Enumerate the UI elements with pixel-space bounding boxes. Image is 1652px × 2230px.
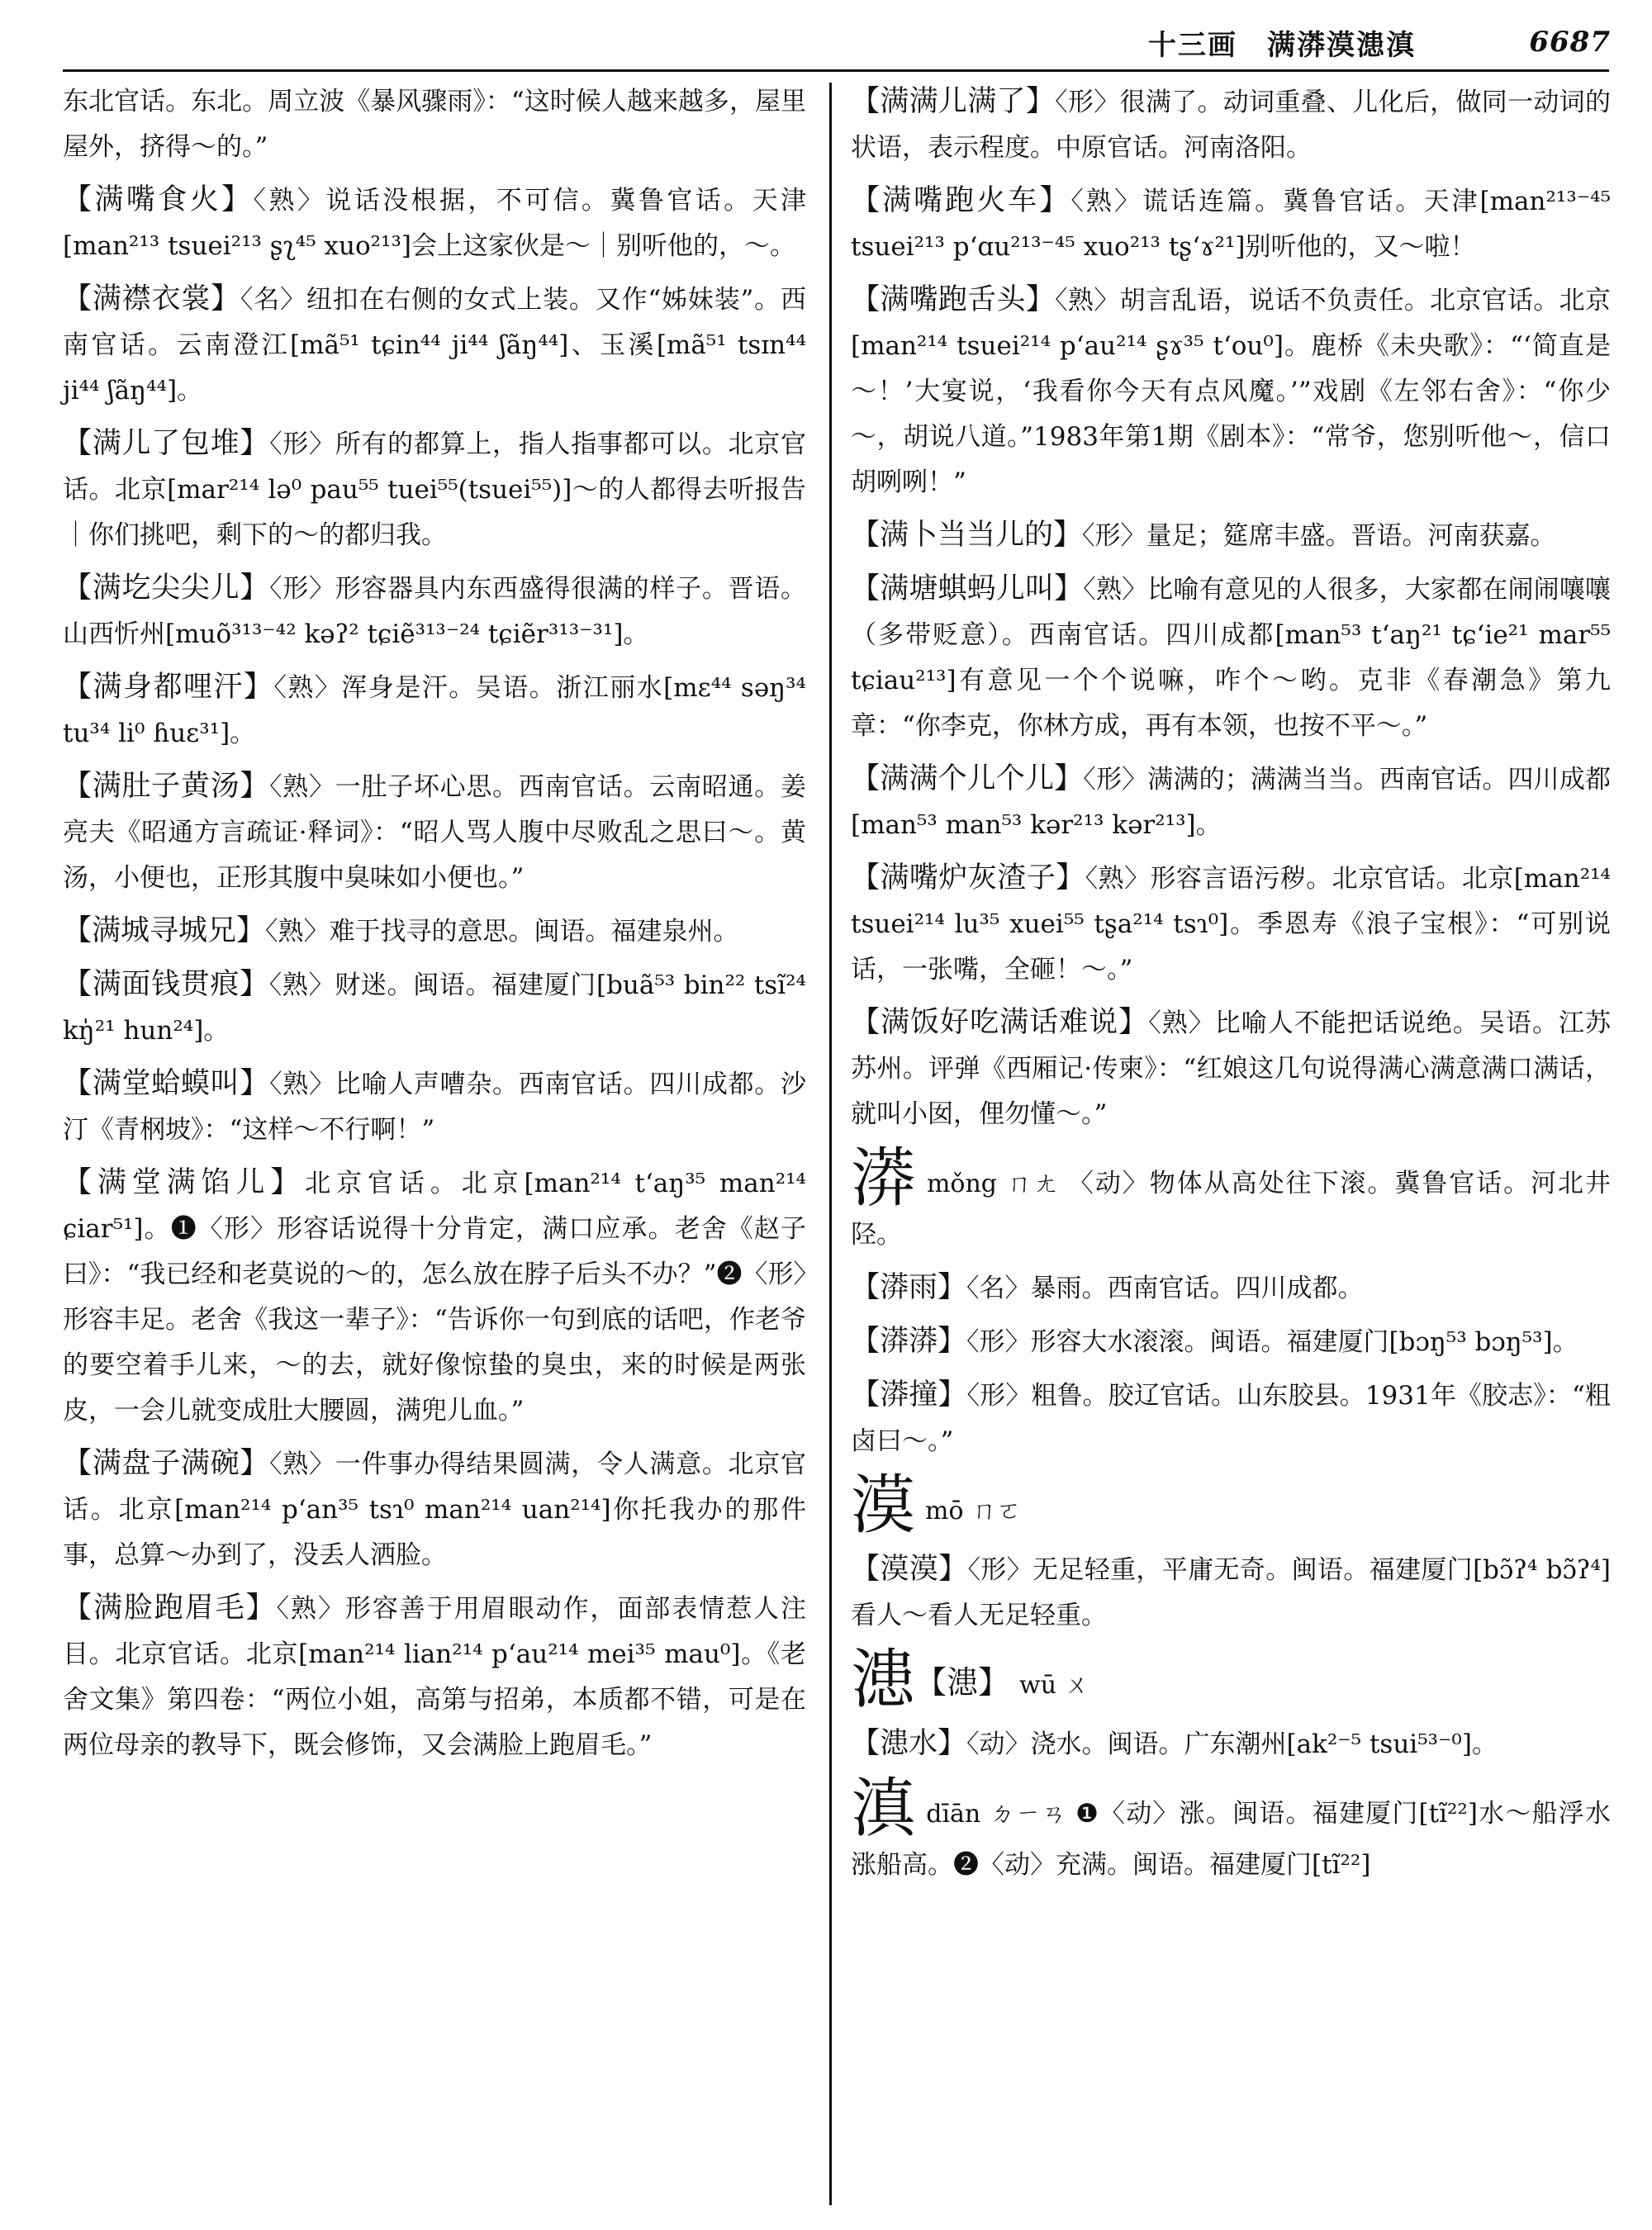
entry-headword: 【漭撞】 — [851, 1378, 967, 1412]
entry-headword: 【满脸跑眉毛】 — [63, 1592, 277, 1625]
zhuyin: ㄇㄛ — [971, 1497, 1022, 1525]
left-column — [63, 79, 806, 1776]
definition: 〈动〉物体从高处往下滚。冀鲁官话。河北井陉。 — [851, 1169, 1612, 1250]
dictionary-entry — [63, 277, 806, 414]
dictionary-entry — [63, 421, 806, 558]
definition: 〈熟〉财迷。闽语。福建厦门[buã⁵³ bin²² tsĩ²⁴ kŋ̍²¹ hun²⁴]。 — [63, 970, 806, 1046]
pinyin: mō — [925, 1497, 964, 1525]
entry-headword: 【满嘴炉灰渣子】 — [851, 861, 1085, 894]
zhuyin: ㄇㄤ — [1005, 1170, 1060, 1198]
entry-headword: 【满面钱贯痕】 — [63, 968, 269, 1001]
dictionary-entry — [851, 178, 1611, 270]
definition: 〈动〉浇水。闽语。广东潮州[ak²⁻⁵ tsui⁵³⁻⁰]。 — [966, 1729, 1498, 1759]
definition: 〈熟〉比喻人不能把话说绝。吴语。江苏苏州。评弹《西厢记·传柬》：“红娘这几句说得满心满意满口满话，就叫小囡，俚勿懂～。” — [851, 1008, 1611, 1129]
entry-headword: 【满嘴食火】 — [63, 183, 254, 216]
dictionary-entry — [63, 909, 806, 955]
definition: 〈熟〉形容善于用眉眼动作，面部表情惹人注目。北京官话。北京[man²¹⁴ lian²¹⁴ pʻau²¹⁴ mei³⁵ mau⁰]。《老舍文集》第四卷：“两位小姐，高第与招弟，本质都不错，可是在两位母亲的教导下，既会修饰，又会满脸上跑眉毛。” — [63, 1594, 806, 1760]
entry-headword: 【满塘蜞蚂儿叫】 — [851, 572, 1084, 605]
entry-headword: 【满嘴跑火车】 — [851, 184, 1071, 217]
definition: 〈熟〉一肚子坏心思。西南官话。云南昭通。姜亮夫《昭通方言疏证·释词》：“昭人骂人腹中尽败乱之思曰～。黄汤，小便也，正形其腹中臭味如小便也。” — [63, 772, 806, 893]
definition: 〈熟〉形容言语污秽。北京官话。北京[man²¹⁴ tsuei²¹⁴ lu³⁵ xuei⁵⁵ tʂa²¹⁴ tsɿ⁰]。季恩寿《浪子宝根》：“可别说话，一张嘴，全砸！～。” — [851, 864, 1611, 985]
entry-headword: 【满饭好吃满话难说】 — [851, 1006, 1149, 1039]
head-character: 漠 — [851, 1468, 916, 1543]
page-header-title: 十三画 满漭漠漶滇 — [1148, 28, 1416, 62]
definition: 〈形〉所有的都算上，指人指事都可以。北京官话。北京[mar²¹⁴ lə⁰ pau⁵⁵ tuei⁵⁵(tsuei⁵⁵)]～的人都得去听报告｜你们挑吧，剩下的～的都归我。 — [63, 429, 806, 550]
dictionary-entry — [63, 1061, 806, 1153]
entry-headword: 【满满儿满了】 — [851, 85, 1056, 118]
definition: 〈形〉形容器具内东西盛得很满的样子。晋语。山西忻州[muõ³¹³⁻⁴² kəʔ² tɕiẽ³¹³⁻²⁴ tɕiẽr³¹³⁻³¹]。 — [63, 574, 806, 649]
dictionary-entry — [851, 278, 1611, 505]
entry-headword: 【满襟衣裳】 — [63, 282, 240, 316]
entry-headword: 【满儿了包堆】 — [63, 427, 270, 460]
entry-headword: 【漭漭】 — [851, 1325, 967, 1358]
definition: 〈形〉很满了。动词重叠、儿化后，做同一动词的状语，表示程度。中原官话。河南洛阳。 — [851, 88, 1611, 163]
entry-headword: 【满身都哩汗】 — [63, 671, 274, 704]
dictionary-entry — [851, 1000, 1611, 1137]
zhuyin: ㄨ — [1065, 1671, 1090, 1700]
definition: 〈熟〉胡言乱语，说话不负责任。北京官话。北京[man²¹⁴ tsuei²¹⁴ pʻau²¹⁴ ʂɤ³⁵ tʻou⁰]。鹿桥《未央歌》：“‘简直是～！’大宴说，‘我看你今天有点风魔。’”戏剧《左邻右舍》：“你少～，胡说八道。”1983年第1期《剧本》：“常爷，您别听他～，信口胡咧咧！” — [851, 286, 1611, 497]
dictionary-entry — [851, 1373, 1611, 1464]
character-entry — [851, 1141, 1612, 1258]
dictionary-entry — [63, 764, 806, 901]
entry-headword: 【满肚子黄汤】 — [63, 770, 270, 803]
dictionary-entry — [851, 513, 1611, 559]
definition: 〈熟〉比喻人声嘈杂。西南官话。四川成都。沙汀《青㭎坡》：“这样～不行啊！” — [63, 1070, 806, 1145]
dictionary-entry — [63, 962, 806, 1054]
header-rule — [63, 69, 1609, 72]
head-character: 滇 — [851, 1772, 917, 1846]
head-character: 漭 — [851, 1141, 917, 1216]
dictionary-entry — [851, 79, 1611, 171]
definition: 〈形〉量足；筵席丰盛。晋语。河南获嘉。 — [1082, 521, 1556, 551]
entry-headword: 【漶水】 — [851, 1727, 967, 1760]
dictionary-entry — [63, 1586, 806, 1768]
entry-headword: 【漭雨】 — [851, 1271, 967, 1304]
right-column — [851, 79, 1611, 1896]
dictionary-entry — [851, 1265, 1611, 1312]
dictionary-entry — [63, 665, 806, 757]
dictionary-entry — [63, 1441, 806, 1578]
definition: 〈熟〉说话没根据，不可信。冀鲁官话。天津[man²¹³ tsuei²¹³ ʂʅ⁴⁵ xuo²¹³]会上这家伙是～｜别听他的，～。 — [63, 186, 806, 261]
character-entry — [851, 1468, 1611, 1543]
entry-headword: 【满堂满馅儿】 — [63, 1166, 306, 1199]
pinyin: dīān — [926, 1800, 981, 1829]
column-divider — [829, 83, 832, 2205]
pinyin: wū — [1019, 1671, 1057, 1700]
definition: 〈形〉满满的；满满当当。西南官话。四川成都[man⁵³ man⁵³ kər²¹³ kər²¹³]。 — [851, 765, 1611, 840]
definition: 〈形〉粗鲁。胶辽官话。山东胶县。1931年《胶志》：“粗卤曰～。” — [851, 1381, 1611, 1456]
entry-headword: 【满堂蛤蟆叫】 — [63, 1067, 270, 1100]
dictionary-entry — [851, 1547, 1611, 1639]
dictionary-entry — [63, 566, 806, 657]
character-entry — [851, 1772, 1611, 1888]
definition: 〈形〉无足轻重，平庸无奇。闽语。福建厦门[bɔ̃ʔ⁴ bɔ̃ʔ⁴]看人～看人无足轻重。 — [851, 1555, 1611, 1630]
definition: 东北官话。东北。周立波《暴风骤雨》：“这时候人越来越多，屋里屋外，挤得～的。” — [63, 87, 806, 162]
definition: 〈形〉形容大水滚滚。闽语。福建厦门[bɔŋ⁵³ bɔŋ⁵³]。 — [966, 1327, 1578, 1357]
alt-character: 【漶】 — [915, 1664, 1010, 1701]
definition: 〈熟〉谎话连篇。冀鲁官话。天津[man²¹³⁻⁴⁵ tsuei²¹³ pʻɑu²¹³⁻⁴⁵ xuo²¹³ tʂʻɤ²¹]别听他的，又～啦！ — [851, 187, 1611, 262]
definition: 〈熟〉比喻有意见的人很多，大家都在闹闹嚷嚷（多带贬意）。西南官话。四川成都[man⁵³ tʻaŋ²¹ tɕʻie²¹ mar⁵⁵ tɕiau²¹³]有意见一个个说嘛，咋个～哟。克非《春潮急》第九章：“你李克，你林方成，再有本领，也按不平～。” — [851, 575, 1611, 741]
dictionary-entry — [851, 1721, 1611, 1767]
zhuyin: ㄉㄧㄢ — [989, 1800, 1068, 1829]
dictionary-entry — [851, 1319, 1611, 1365]
definition: 〈熟〉难于找寻的意思。闽语。福建泉州。 — [265, 917, 739, 947]
pinyin: mǒng — [926, 1170, 998, 1198]
entry-headword: 【满圪尖尖儿】 — [63, 572, 270, 605]
definition: 〈熟〉一件事办得结果圆满，令人满意。北京官话。北京[man²¹⁴ pʻan³⁵ tsɿ⁰ man²¹⁴ uan²¹⁴]你托我办的那件事，总算～办到了，没丢人洒脸。 — [63, 1450, 806, 1570]
dictionary-entry — [851, 757, 1611, 848]
entry-headword: 【满满个儿个儿】 — [851, 762, 1084, 795]
definition: 〈名〉暴雨。西南官话。四川成都。 — [966, 1274, 1364, 1303]
dictionary-entry — [63, 178, 806, 269]
dictionary-entry — [851, 567, 1611, 749]
dictionary-entry — [63, 79, 806, 170]
definition: ❶〈动〉涨。闽语。福建厦门[tĩ²²]水～船浮水涨船高。❷〈动〉充满。闽语。福建厦门[tĩ²²] — [851, 1799, 1611, 1880]
dictionary-entry — [851, 856, 1611, 993]
character-entry — [851, 1643, 1611, 1717]
head-character: 漶 — [851, 1643, 916, 1717]
dictionary-entry — [63, 1160, 806, 1434]
definition: 〈熟〉浑身是汗。吴语。浙江丽水[mɛ⁴⁴ səŋ³⁴ tu³⁴ li⁰ ɦuɛ³¹]。 — [63, 673, 806, 748]
page-header — [1148, 23, 1611, 61]
entry-headword: 【漠漠】 — [851, 1553, 968, 1586]
entry-headword: 【满卜当当儿的】 — [851, 519, 1083, 552]
definition: 北京官话。北京[man²¹⁴ tʻaŋ³⁵ man²¹⁴ ɕiar⁵¹]。❶〈形〉形容话说得十分肯定，满口应承。老舍《赵子曰》：“我已经和老莫说的～的，怎么放在脖子后头不办？”❷〈形〉形容丰足。老舍《我这一辈子》：“告诉你一句到底的话吧，作老爷的要空着手儿来，～的去，就好像惊蛰的臭虫，来的时候是两张皮，一会儿就变成肚大腰圆，满兜儿血。” — [63, 1169, 806, 1426]
page-number: 6687 — [1529, 26, 1611, 59]
entry-headword: 【满嘴跑舌头】 — [851, 283, 1056, 316]
entry-headword: 【满城寻城兄】 — [63, 914, 266, 947]
entry-headword: 【满盘子满碗】 — [63, 1447, 270, 1480]
definition: 〈名〉纽扣在右侧的女式上装。又作“姊妹装”。西南官话。云南澄江[mã⁵¹ tɕin⁴⁴ ji⁴⁴ ʃãŋ⁴⁴]、玉溪[mã⁵¹ tsɪn⁴⁴ ji⁴⁴ ʃãŋ⁴⁴]。 — [63, 285, 806, 406]
